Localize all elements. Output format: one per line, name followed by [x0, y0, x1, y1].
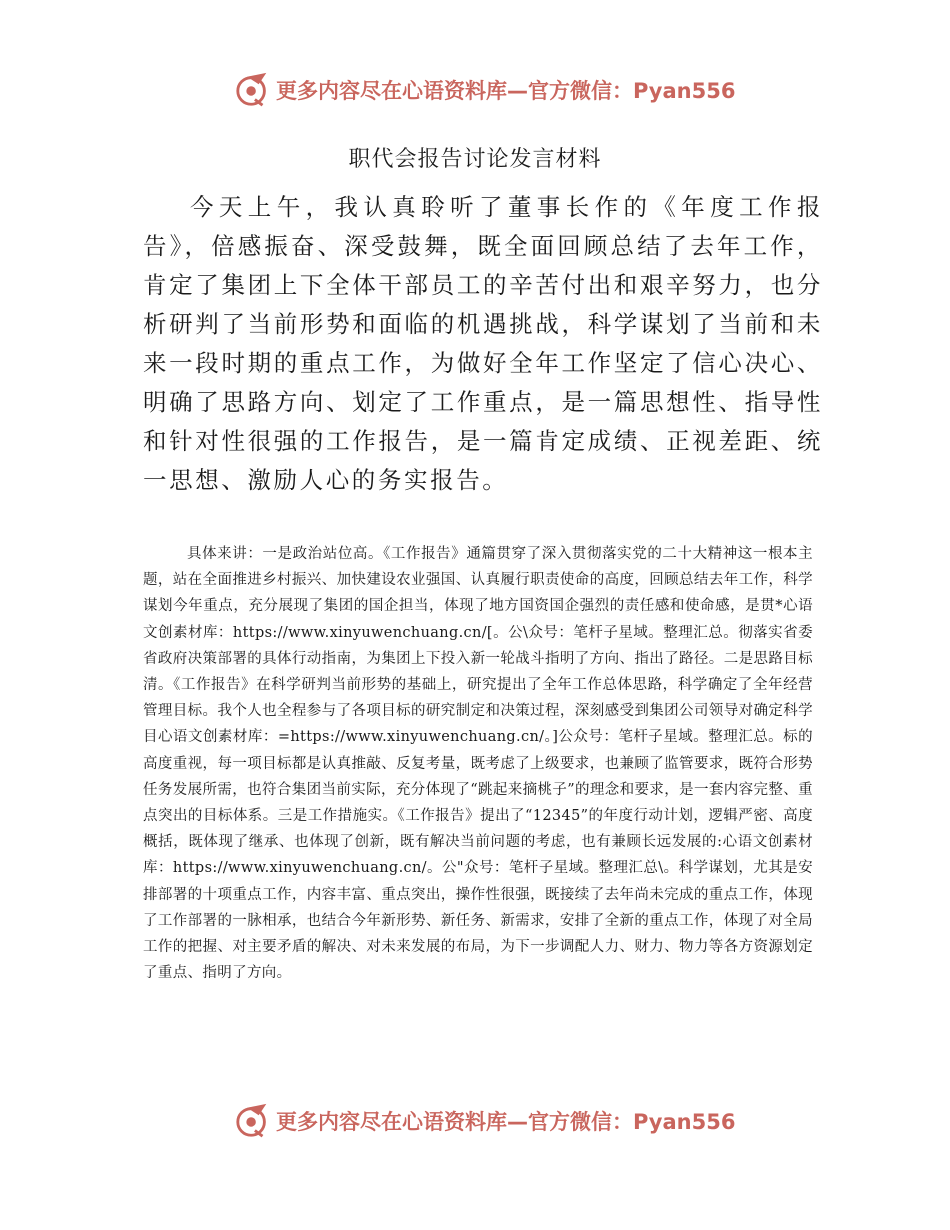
body-paragraph: 具体来讲：一是政治站位高。《工作报告》通篇贯穿了深入贯彻落实党的二十大精神这一根本主题，站在全面推进乡村振兴、加快建设农业强国、认真履行职责使命的高度，回顾总结去年工作，科学谋划今年重点，充分展现了集团的国企担当，体现了地方国资国企强烈的责任感和使命感，是贯*心语文创素材库：https://www.xinyuwenchuang.cn/[。公\众号：笔杆子星域。整理汇总。彻落实省委省政府决策部署的具体行动指南，为集团上下投入新一轮战斗指明了方向、指出了路径。二是思路目标清。《工作报告》在科学研判当前形势的基础上，研究提出了全年工作总体思路，科学确定了全年经营管理目标。我个人也全程参与了各项目标的研究制定和决策过程，深刻感受到集团公司领导对确定科学目心语文创素材库：=https://www.xinyuwenchuang.cn/。]公众号：笔杆子星域。整理汇总。标的高度重视，每一项目标都是认真推敲、反复考量，既考虑了上级要求，也兼顾了监管要求，既符合形势任务发展所需，也符合集团当前实际，充分体现了“跳起来摘桃子”的理念和要求，是一套内容完整、重点突出的目标体系。三是工作措施实。《工作报告》提出了“12345”的年度行动计划，逻辑严密、高度概括，既体现了继承、也体现了创新，既有解决当前问题的考虑，也有兼顾长远发展的:心语文创素材库：https://www.xinyuwenchuang.cn/。公"众号：笔杆子星域。整理汇总\。科学谋划，尤其是安排部署的十项重点工作，内容丰富、重点突出，操作性很强，既接续了去年尚未完成的重点工作，体现了工作部署的一脉相承，也结合今年新形势、新任务、新需求，安排了全新的重点工作，体现了对全局工作的把握、对主要矛盾的解决、对未来发展的布局，为下一步调配人力、财力、物力等各方资源划定了重点、指明了方向。	[143, 546, 813, 982]
header-banner	[234, 70, 735, 110]
lead-paragraph: 今天上午，我认真聆听了董事长作的《年度工作报告》，倍感振奋、深受鼓舞，既全面回顾总结了去年工作，肯定了集团上下全体干部员工的辛苦付出和艰辛努力，也分析研判了当前形势和面临的机遇挑战，科学谋划了当前和未来一段时期的重点工作，为做好全年工作坚定了信心决心、明确了思路方向、划定了工作重点，是一篇思想性、指导性和针对性很强的工作报告，是一篇肯定成绩、正视差距、统一思想、激励人心的务实报告。	[143, 193, 823, 494]
banner-text: 更多内容尽在心语资料库—官方微信：Pyan556	[276, 79, 736, 103]
banner-text: 更多内容尽在心语资料库—官方微信：Pyan556	[276, 1110, 736, 1134]
footer-banner	[234, 1101, 735, 1141]
page-title: 职代会报告讨论发言材料	[348, 147, 602, 172]
brand-logo-icon	[234, 71, 272, 109]
brand-logo-icon	[234, 1102, 272, 1140]
